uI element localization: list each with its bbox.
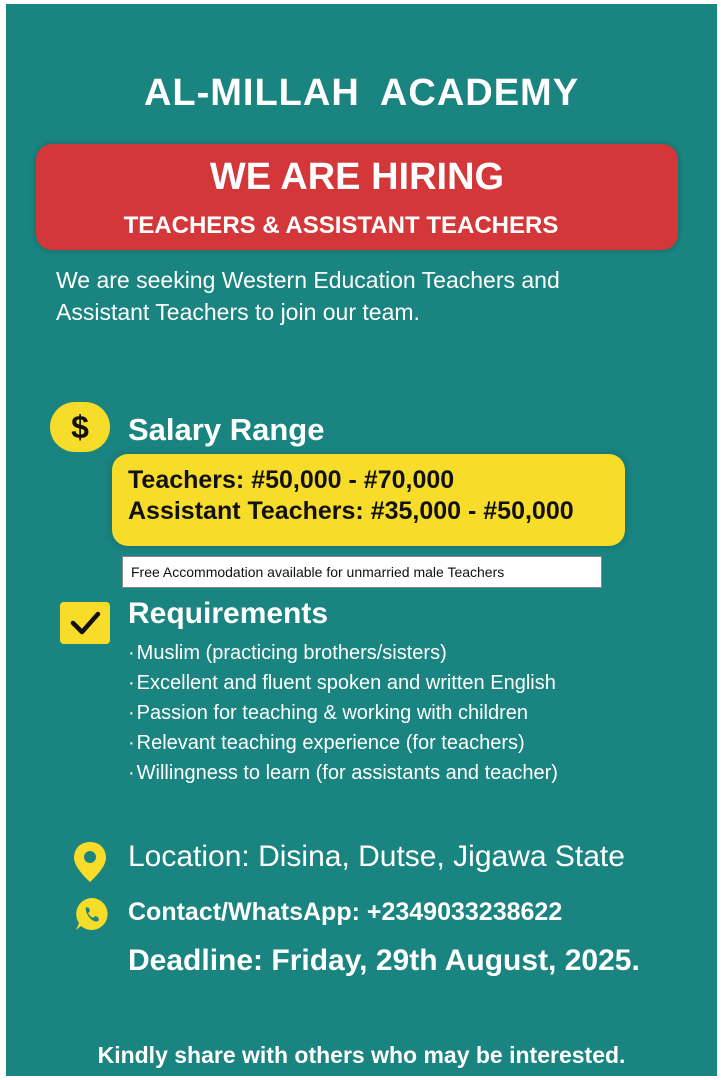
list-item: · Muslim (practicing brothers/sisters) [128, 638, 558, 668]
checkmark-icon [60, 602, 110, 644]
hiring-poster [6, 4, 717, 1076]
hiring-banner [36, 144, 678, 250]
salary-title: Salary Range [128, 412, 325, 447]
requirements-list [128, 638, 558, 788]
whatsapp-icon [74, 896, 110, 932]
list-item: · Willingness to learn (for assistants and teacher) [128, 758, 558, 788]
intro-line: Assistant Teachers to join our team. [56, 299, 420, 325]
assistant-salary: Assistant Teachers: #35,000 - #50,000 [128, 497, 574, 525]
list-item: · Passion for teaching & working with children [128, 698, 558, 728]
hiring-subline: TEACHERS & ASSISTANT TEACHERS [123, 212, 559, 239]
hiring-headline: WE ARE HIRING [209, 156, 505, 198]
location-pin-icon [72, 840, 108, 884]
dollar-icon: $ [50, 402, 110, 452]
intro-line: We are seeking Western Education Teachers and [56, 267, 560, 293]
whatsapp-contact: Contact/WhatsApp: +2349033238622 [128, 898, 563, 926]
accommodation-text: Free Accommodation available for unmarried male Teachers [131, 564, 505, 580]
list-item: · Excellent and fluent spoken and written English [128, 668, 558, 698]
intro-text [56, 264, 676, 328]
crescent-moon-icon [616, 46, 680, 124]
academy-name: AL-MILLAH ACADEMY [143, 72, 580, 114]
salary-box [112, 454, 625, 546]
deadline-text: Deadline: Friday, 29th August, 2025. [128, 944, 640, 977]
requirements-title: Requirements [128, 597, 329, 630]
share-message: Kindly share with others who may be interested. [97, 1042, 626, 1068]
location-text: Location: Disina, Dutse, Jigawa State [128, 840, 625, 873]
accommodation-note [122, 556, 602, 588]
list-item: · Relevant teaching experience (for teachers) [128, 728, 558, 758]
teacher-salary: Teachers: #50,000 - #70,000 [128, 466, 455, 494]
